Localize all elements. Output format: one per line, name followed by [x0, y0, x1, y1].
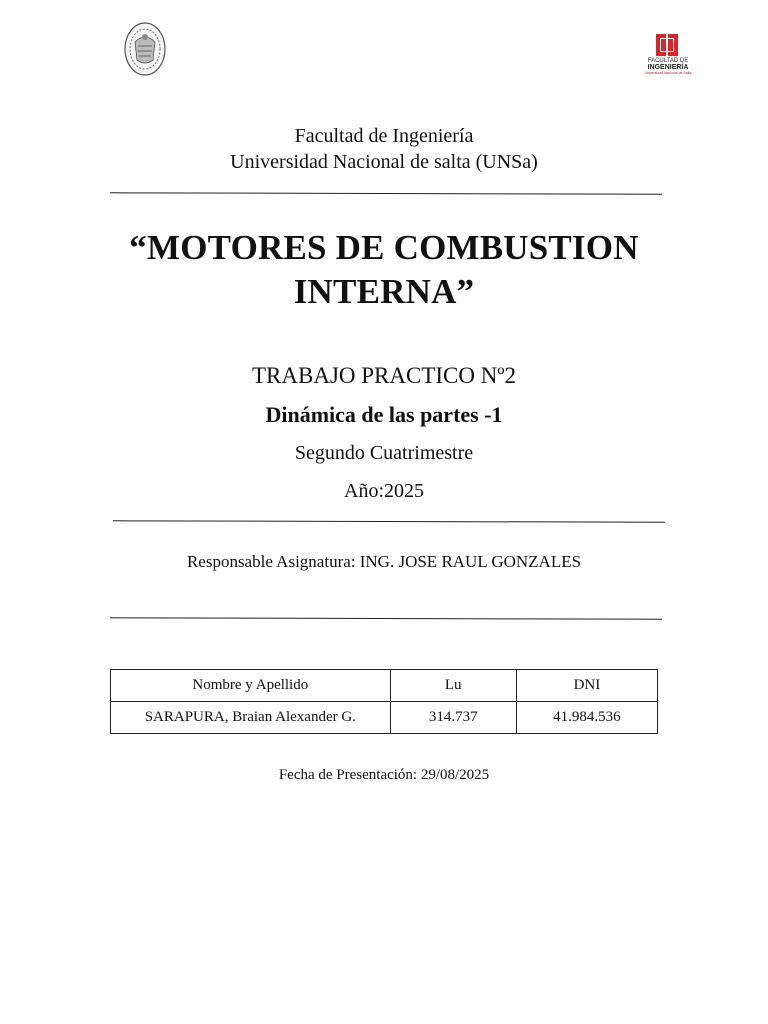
university-name: Universidad Nacional de salta (UNSa): [230, 151, 538, 173]
engineering-faculty-logo: [638, 30, 698, 76]
presentation-date: Fecha de Presentación: 29/08/2025: [278, 767, 490, 783]
document-title-line2: INTERNA”: [293, 272, 475, 311]
header-name: Nombre y Apellido: [111, 670, 391, 702]
semester: Segundo Cuatrimestre: [294, 442, 474, 464]
table-header-row: [111, 670, 658, 702]
divider-top: [110, 192, 662, 194]
year: Año:2025: [344, 480, 424, 502]
course-responsible: Responsable Asignatura: ING. JOSE RAUL GONZALES: [186, 552, 582, 571]
logo-text-line2: INGENIERÍA: [647, 64, 689, 71]
faculty-mark-icon: [656, 34, 678, 56]
divider-bottom: [110, 617, 662, 619]
header-dni: DNI: [516, 670, 657, 702]
assignment-subject: Dinámica de las partes -1: [265, 402, 503, 427]
students-table: [110, 669, 658, 734]
student-lu: 314.737: [390, 702, 516, 734]
logo-text-line3: Universidad Nacional de Salta: [644, 71, 692, 75]
document-title-line1: “MOTORES DE COMBUSTION: [129, 228, 639, 267]
student-name: SARAPURA, Braian Alexander G.: [111, 702, 391, 734]
header-lu: Lu: [390, 670, 516, 702]
faculty-name: Facultad de Ingeniería: [294, 125, 474, 147]
table-row: [111, 702, 658, 734]
divider-middle: [113, 520, 665, 522]
university-seal-logo: [122, 20, 168, 78]
logo-text-line1: FACULTAD DE: [647, 58, 689, 64]
assignment-number: TRABAJO PRACTICO Nº2: [252, 363, 516, 388]
student-dni: 41.984.536: [516, 702, 657, 734]
